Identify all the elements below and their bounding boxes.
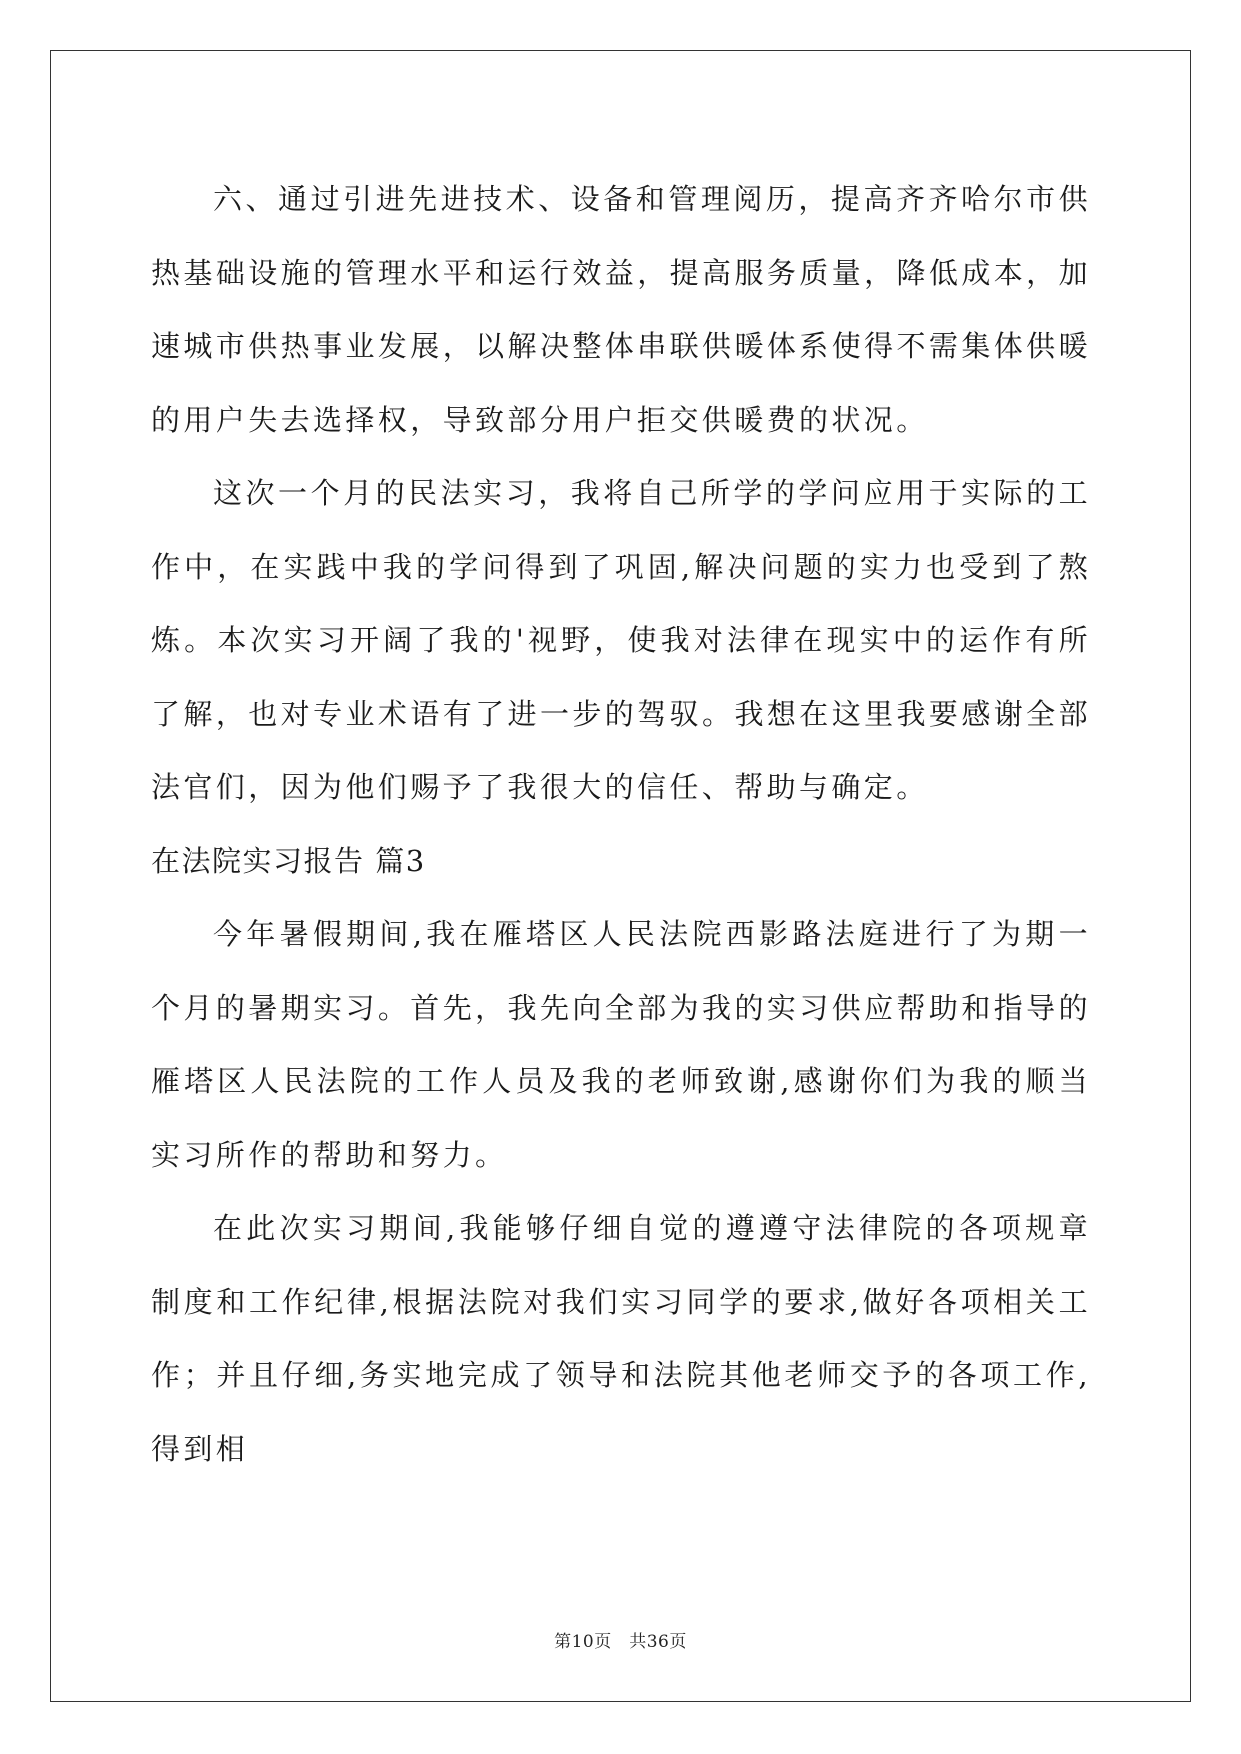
paragraph-civil-law-internship: 这次一个月的民法实习，我将自己所学的学问应用于实际的工作中，在实践中我的学问得到了巩固,解决问题的实力也受到了熬炼。本次实习开阔了我的'视野，使我对法律在现实中的运作有所了解，也对专业术语有了进一步的驾驭。我想在这里我要感谢全部法官们，因为他们赐予了我很大的信任、帮助与确定。	[151, 476, 1091, 804]
section-heading: 在法院实习报告 篇3	[151, 843, 426, 878]
document-body	[151, 163, 1091, 1486]
paragraph-summer-internship: 今年暑假期间,我在雁塔区人民法院西影路法庭进行了为期一个月的暑期实习。首先，我先向全部为我的实习供应帮助和指导的雁塔区人民法院的工作人员及我的老师致谢,感谢你们为我的顺当实习所作的帮助和努力。	[151, 917, 1091, 1172]
paragraph-heating-measures: 六、通过引进先进技术、设备和管理阅历，提高齐齐哈尔市供热基础设施的管理水平和运行效益，提高服务质量，降低成本，加速城市供热事业发展，以解决整体串联供暖体系使得不需集体供暖的用户失去选择权，导致部分用户拒交供暖费的状况。	[151, 182, 1091, 437]
page-number-footer: 第10页 共36页	[554, 1632, 687, 1652]
paragraph-internship-discipline: 在此次实习期间,我能够仔细自觉的遵遵守法律院的各项规章制度和工作纪律,根据法院对我们实习同学的要求,做好各项相关工作；并且仔细,务实地完成了领导和法院其他老师交予的各项工作,得到相	[151, 1211, 1091, 1466]
